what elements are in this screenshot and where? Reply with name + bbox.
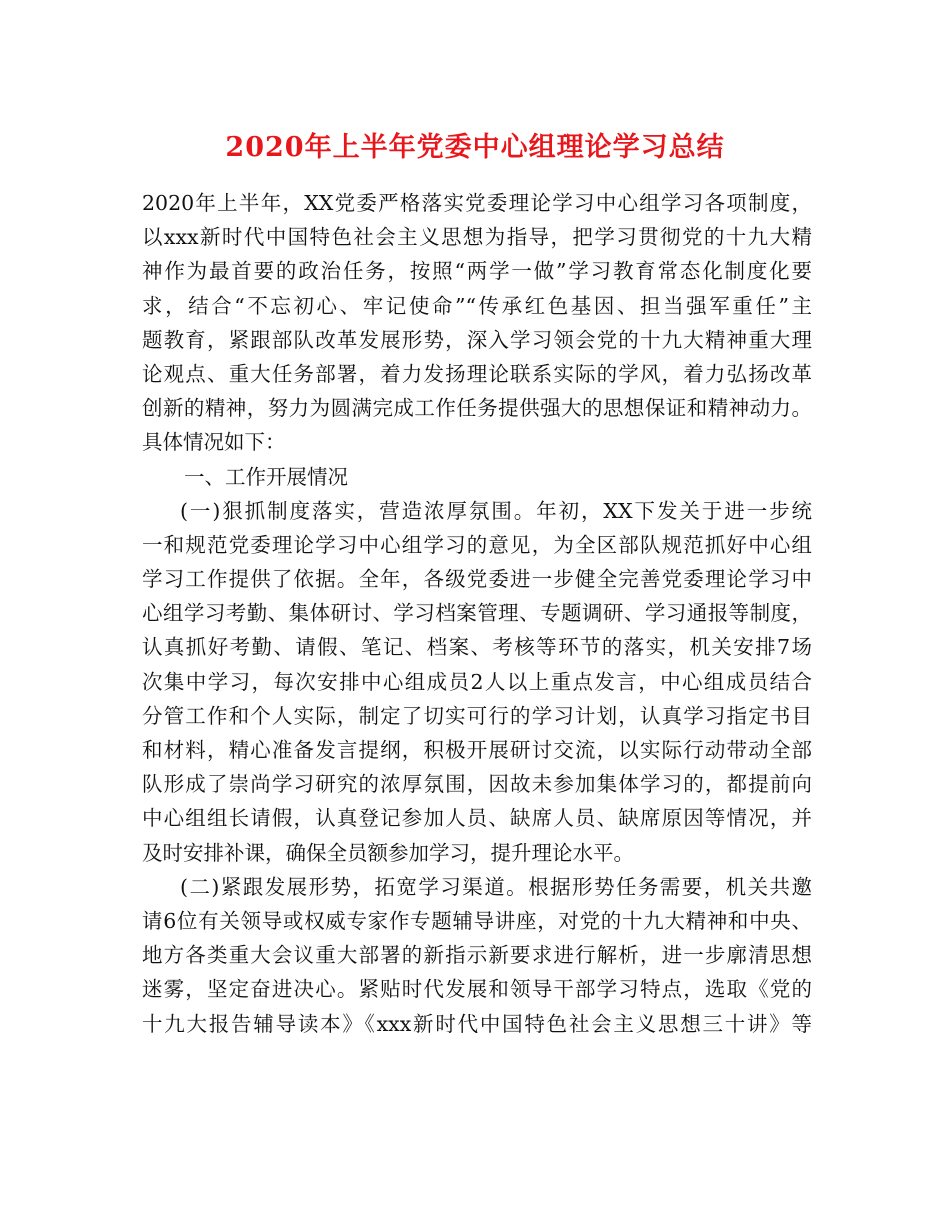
- paragraph-line: 学习工作提供了依据。全年，各级党委进一步健全完善党委理论学习中: [142, 567, 812, 592]
- document-title: 2020年上半年党委中心组理论学习总结: [225, 132, 725, 163]
- paragraph-line: 次集中学习，每次安排中心组成员2人以上重点发言，中心组成员结合: [142, 669, 812, 694]
- paragraph-line: 心组学习考勤、集体研讨、学习档案管理、专题调研、学习通报等制度，: [142, 601, 812, 626]
- paragraph-line: 中心组组长请假，认真登记参加人员、缺席人员、缺席原因等情况，并: [142, 806, 812, 831]
- paragraph-line: 求，结合“不忘初心、牢记使命”“传承红色基因、担当强军重任”主: [142, 293, 812, 318]
- paragraph-line: 分管工作和个人实际，制定了切实可行的学习计划，认真学习指定书目: [142, 703, 812, 728]
- paragraph-line: 迷雾，坚定奋进决心。紧贴时代发展和领导干部学习特点，选取《党的: [142, 977, 812, 1002]
- section-heading: 一、工作开展情况: [184, 464, 348, 489]
- paragraph-line: 创新的精神，努力为圆满完成工作任务提供强大的思想保证和精神动力。: [142, 396, 812, 421]
- paragraph-line: 具体情况如下：: [142, 430, 286, 455]
- paragraph-line: 请6位有关领导或权威专家作专题辅导讲座，对党的十九大精神和中央、: [142, 908, 812, 933]
- paragraph-line: 地方各类重大会议重大部署的新指示新要求进行解析，进一步廓清思想: [142, 943, 812, 968]
- paragraph-line: 十九大报告辅导读本》《xxx新时代中国特色社会主义思想三十讲》等: [142, 1011, 812, 1036]
- paragraph-line: 题教育，紧跟部队改革发展形势，深入学习领会党的十九大精神重大理: [142, 327, 812, 352]
- paragraph-line: 神作为最首要的政治任务，按照“两学一做”学习教育常态化制度化要: [142, 259, 812, 284]
- paragraph-line: 2020年上半年，XX党委严格落实党委理论学习中心组学习各项制度，: [142, 191, 812, 215]
- document-body: [142, 186, 812, 1041]
- paragraph-line: 以xxx新时代中国特色社会主义思想为指导，把学习贯彻党的十九大精: [142, 225, 812, 250]
- paragraph-line: 认真抓好考勤、请假、笔记、档案、考核等环节的落实，机关安排7场: [142, 635, 812, 660]
- paragraph-line: 一和规范党委理论学习中心组学习的意见，为全区部队规范抓好中心组: [142, 532, 812, 557]
- paragraph-line: (一)狠抓制度落实，营造浓厚氛围。年初，XX下发关于进一步统: [180, 498, 812, 523]
- paragraph-line: 论观点、重大任务部署，着力发扬理论联系实际的学风，着力弘扬改革: [142, 361, 812, 386]
- paragraph-line: 及时安排补课，确保全员额参加学习，提升理论水平。: [142, 840, 634, 865]
- paragraph-line: 和材料，精心准备发言提纲，积极开展研讨交流，以实际行动带动全部: [142, 738, 812, 762]
- paragraph-line: 队形成了崇尚学习研究的浓厚氛围，因故未参加集体学习的，都提前向: [142, 772, 812, 797]
- paragraph-line: (二)紧跟发展形势，拓宽学习渠道。根据形势任务需要，机关共邀: [180, 874, 812, 899]
